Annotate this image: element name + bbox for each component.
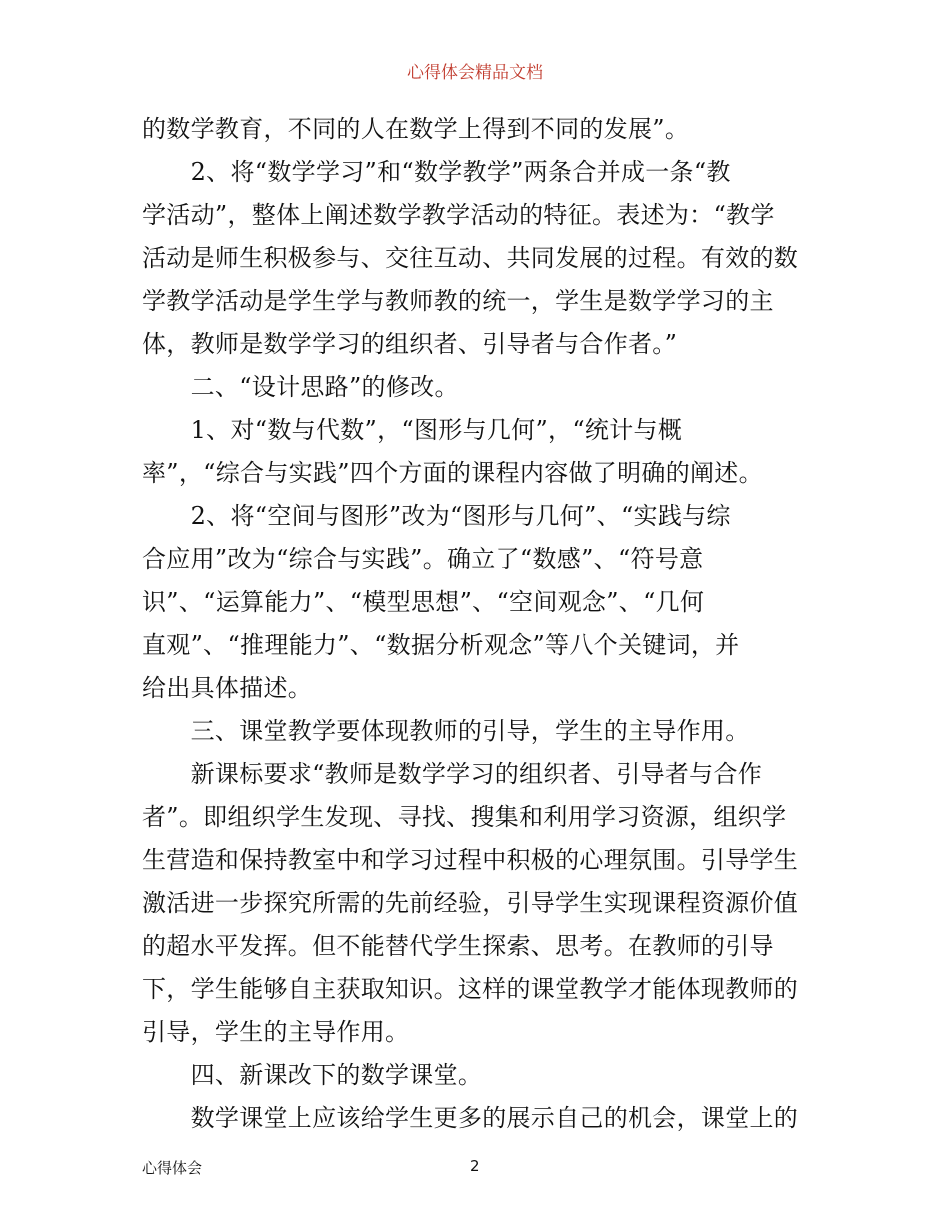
text-line: 合应用”改为“综合与实践”。确立了“数感”、“符号意	[142, 545, 704, 573]
text-line: 2、将“数学学习”和“数学教学”两条合并成一条“教	[142, 158, 731, 186]
text-line: 活动是师生积极参与、交往互动、共同发展的过程。有效的数	[142, 244, 799, 272]
text-line: 的超水平发挥。但不能替代学生探索、思考。在教师的引导	[142, 932, 774, 960]
page-number: 2	[470, 1157, 480, 1175]
text-line: 体，教师是数学学习的组织者、引导者与合作者。”	[142, 330, 678, 358]
text-line: 给出具体描述。	[142, 674, 313, 702]
text-line: 学活动”，整体上阐述数学教学活动的特征。表述为：“教学	[142, 201, 775, 229]
section-heading: 三、课堂教学要体现教师的引导，学生的主导作用。	[142, 717, 750, 745]
text-line: 生营造和保持教室中和学习过程中积极的心理氛围。引导学生	[142, 846, 799, 874]
section-heading: 四、新课改下的数学课堂。	[142, 1061, 483, 1089]
text-line: 数学课堂上应该给学生更多的展示自己的机会，课堂上的	[142, 1104, 799, 1132]
page-header-title: 心得体会精品文档	[407, 63, 543, 83]
text-line: 2、将“空间与图形”改为“图形与几何”、“实践与综	[142, 502, 731, 530]
text-line: 率”，“综合与实践”四个方面的课程内容做了明确的阐述。	[142, 459, 763, 487]
footer-label: 心得体会	[142, 1159, 203, 1177]
text-line: 引导，学生的主导作用。	[142, 1018, 410, 1046]
text-line: 1、对“数与代数”，“图形与几何”，“统计与概	[142, 416, 683, 444]
text-line: 的数学教育，不同的人在数学上得到不同的发展”。	[142, 115, 690, 143]
text-line: 者”。即组织学生发现、寻找、搜集和利用学习资源，组织学	[142, 803, 787, 831]
text-line: 新课标要求“教师是数学学习的组织者、引导者与合作	[142, 760, 763, 788]
text-line: 识”、“运算能力”、“模型思想”、“空间观念”、“几何	[142, 588, 705, 616]
section-heading: 二、“设计思路”的修改。	[142, 373, 459, 401]
text-line: 激活进一步探究所需的先前经验，引导学生实现课程资源价值	[142, 889, 799, 917]
text-line: 下，学生能够自主获取知识。这样的课堂教学才能体现教师的	[142, 975, 799, 1003]
text-line: 直观”、“推理能力”、“数据分析观念”等八个关键词，并	[142, 631, 740, 659]
text-line: 学教学活动是学生学与教师教的统一，学生是数学学习的主	[142, 287, 774, 315]
